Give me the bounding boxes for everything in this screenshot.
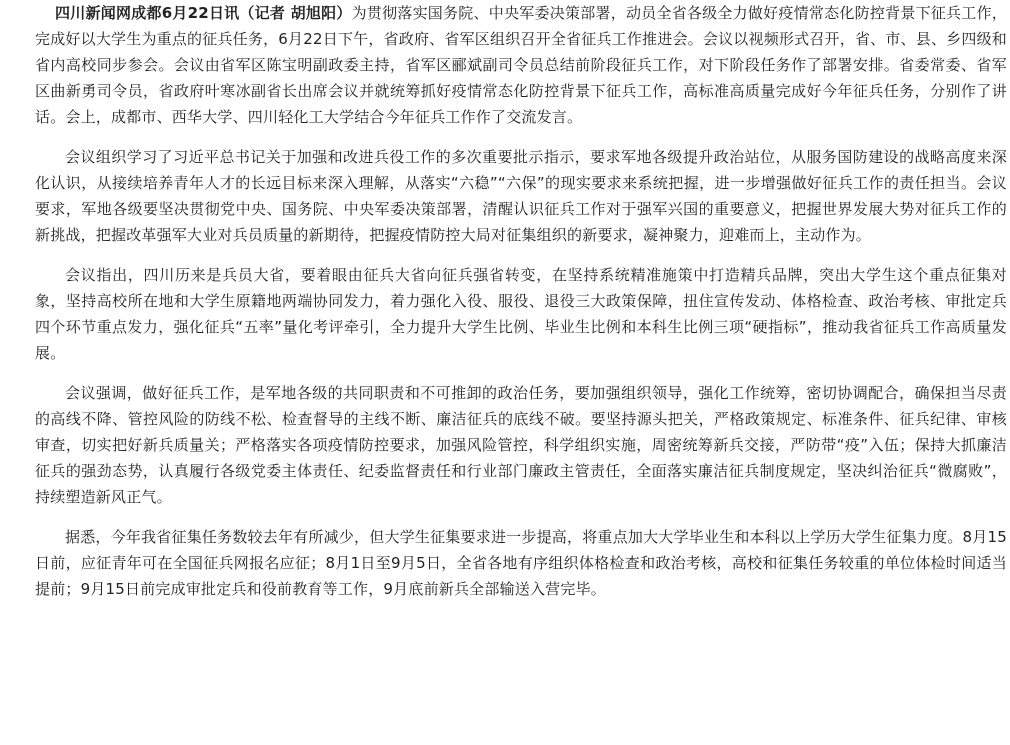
article-dateline: 四川新闻网成都6月22日讯（记者 胡旭阳） [55, 4, 352, 22]
news-article [35, 0, 1007, 616]
article-paragraph-1 [35, 0, 1007, 130]
article-paragraph-5: 据悉，今年我省征集任务数较去年有所减少，但大学生征集要求进一步提高，将重点加大大学毕业生和本科以上学历大学生征集力度。8月15日前，应征青年可在全国征兵网报名应征；8月1日至9月5日，全省各地有序组织体格检查和政治考核，高校和征集任务较重的单位体检时间适当提前；9月15日前完成审批定兵和役前教育等工作，9月底前新兵全部输送入营完毕。 [35, 528, 1007, 598]
paragraph-text: 为贯彻落实国务院、中央军委决策部署，动员全省各级全力做好疫情常态化防控背景下征兵工作，完成好以大学生为重点的征兵任务，6月22日下午，省政府、省军区组织召开全省征兵工作推进会。会议以视频形式召开，省、市、县、乡四级和省内高校同步参会。会议由省军区陈宝明副政委主持，省军区郦斌副司令员总结前阶段征兵工作，对下阶段任务作了部署安排。省委常委、省军区曲新勇司令员，省政府叶寒冰副省长出席会议并就统筹抓好疫情常态化防控背景下征兵工作，高标准高质量完成好今年征兵任务，分别作了讲话。会上，成都市、西华大学、四川轻化工大学结合今年征兵工作作了交流发言。 [35, 4, 1007, 126]
article-paragraph-4: 会议强调，做好征兵工作，是军地各级的共同职责和不可推卸的政治任务，要加强组织领导，强化工作统筹，密切协调配合，确保担当尽责的高线不降、管控风险的防线不松、检查督导的主线不断、廉洁征兵的底线不破。要坚持源头把关，严格政策规定、标准条件、征兵纪律、审核审查，切实把好新兵质量关；严格落实各项疫情防控要求，加强风险管控，科学组织实施，周密统筹新兵交接，严防带“疫”入伍；保持大抓廉洁征兵的强劲态势，认真履行各级党委主体责任、纪委监督责任和行业部门廉政主管责任，全面落实廉洁征兵制度规定，坚决纠治征兵“微腐败”，持续塑造新风正气。 [35, 384, 1007, 506]
article-paragraph-2: 会议组织学习了习近平总书记关于加强和改进兵役工作的多次重要批示指示，要求军地各级提升政治站位，从服务国防建设的战略高度来深化认识，从接续培养青年人才的长远目标来深入理解，从落实“六稳”“六保”的现实要求来系统把握，进一步增强做好征兵工作的责任担当。会议要求，军地各级要坚决贯彻党中央、国务院、中央军委决策部署，清醒认识征兵工作对于强军兴国的重要意义，把握世界发展大势对征兵工作的新挑战，把握改革强军大业对兵员质量的新期待，把握疫情防控大局对征集组织的新要求，凝神聚力，迎难而上，主动作为。 [35, 148, 1007, 244]
article-paragraph-3: 会议指出，四川历来是兵员大省，要着眼由征兵大省向征兵强省转变，在坚持系统精准施策中打造精兵品牌，突出大学生这个重点征集对象，坚持高校所在地和大学生原籍地两端协同发力，着力强化入役、服役、退役三大政策保障，扭住宣传发动、体格检查、政治考核、审批定兵四个环节重点发力，强化征兵“五率”量化考评牵引，全力提升大学生比例、毕业生比例和本科生比例三项“硬指标”，推动我省征兵工作高质量发展。 [35, 266, 1007, 362]
